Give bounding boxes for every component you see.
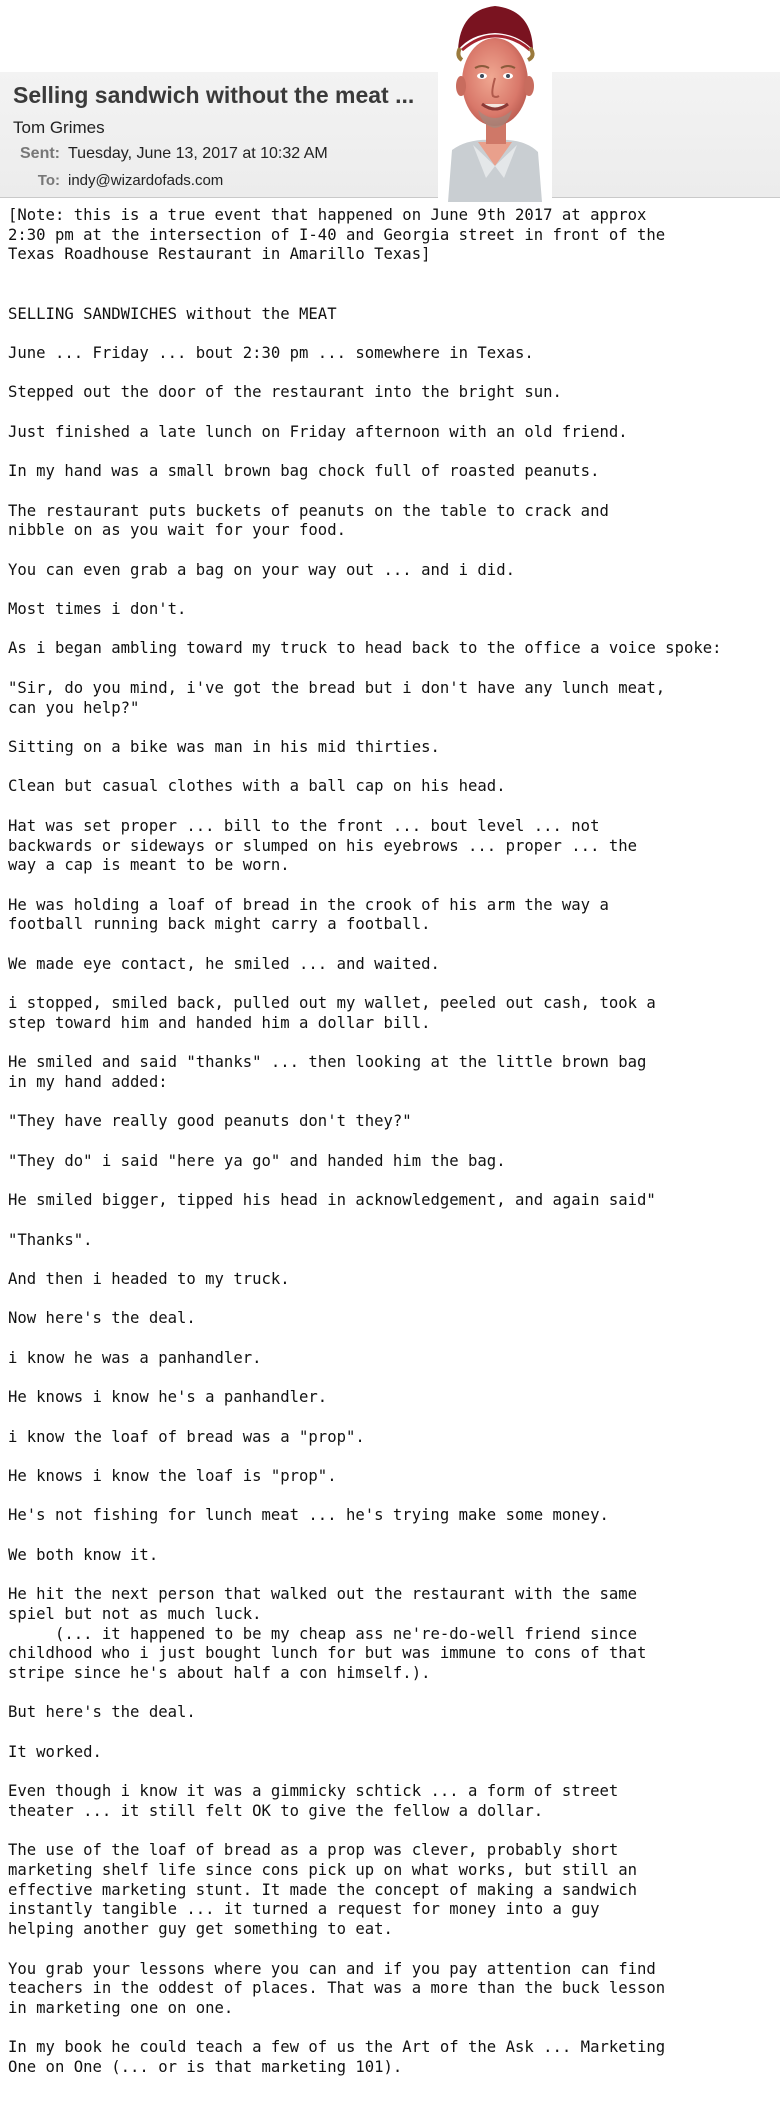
body-line: The use of the loaf of bread as a prop was clever, probably short	[8, 1841, 619, 1860]
body-line: Stepped out the door of the restaurant into the bright sun.	[8, 383, 562, 402]
blank-line	[8, 974, 768, 994]
sent-date: Tuesday, June 13, 2017 at 10:32 AM	[68, 145, 328, 162]
sent-row	[10, 145, 328, 163]
body-line: backwards or sideways or slumped on his eyebrows ... proper ... the	[8, 836, 638, 855]
body-line: step toward him and handed him a dollar bill.	[8, 1013, 431, 1032]
body-line: marketing shelf life since cons pick up on what works, but still an	[8, 1861, 638, 1880]
body-line: (... it happened to be my cheap ass ne're-do-well friend since	[8, 1624, 638, 1643]
blank-line	[8, 718, 768, 738]
blank-line	[8, 442, 768, 462]
blank-line	[8, 1132, 768, 1152]
body-line: And then i headed to my truck.	[8, 1269, 290, 1288]
body-line: He's not fishing for lunch meat ... he's trying make some money.	[8, 1506, 609, 1525]
blank-line	[8, 659, 768, 679]
blank-line	[8, 1763, 768, 1783]
body-line: As i began ambling toward my truck to head back to the office a voice spoke:	[8, 639, 722, 658]
body-line: He smiled bigger, tipped his head in acknowledgement, and again said"	[8, 1191, 656, 1210]
body-line: 2:30 pm at the intersection of I-40 and Georgia street in front of the	[8, 225, 666, 244]
blank-line	[8, 1822, 768, 1842]
blank-line	[8, 403, 768, 423]
body-line: It worked.	[8, 1742, 102, 1761]
body-line: The restaurant puts buckets of peanuts on the table to crack and	[8, 501, 609, 520]
blank-line	[8, 285, 768, 305]
blank-line	[8, 758, 768, 778]
body-line: stripe since he's about half a con himself.).	[8, 1664, 431, 1683]
body-line: Sitting on a bike was man in his mid thirties.	[8, 737, 440, 756]
body-line: We made eye contact, he smiled ... and waited.	[8, 954, 440, 973]
body-line: "They do" i said "here ya go" and handed him the bag.	[8, 1151, 506, 1170]
body-line: He was holding a loaf of bread in the crook of his arm the way a	[8, 895, 609, 914]
blank-line	[8, 797, 768, 817]
blank-line	[8, 1447, 768, 1467]
body-line: can you help?"	[8, 698, 140, 717]
recipient-address[interactable]: indy@wizardofads.com	[68, 172, 224, 189]
body-line: nibble on as you wait for your food.	[8, 521, 346, 540]
body-line: instantly tangible ... it turned a request for money into a guy	[8, 1900, 600, 1919]
blank-line	[8, 1723, 768, 1743]
blank-line	[8, 541, 768, 561]
body-line: He knows i know he's a panhandler.	[8, 1388, 328, 1407]
body-line: Most times i don't.	[8, 600, 187, 619]
blank-line	[8, 324, 768, 344]
body-line: "Sir, do you mind, i've got the bread but i don't have any lunch meat,	[8, 678, 666, 697]
body-line: He smiled and said "thanks" ... then looking at the little brown bag	[8, 1053, 647, 1072]
blank-line	[8, 482, 768, 502]
blank-line	[8, 580, 768, 600]
blank-line	[8, 1329, 768, 1349]
email-body	[8, 206, 768, 2078]
body-line: One on One (... or is that marketing 101).	[8, 2058, 403, 2077]
blank-line	[8, 1171, 768, 1191]
body-line: He knows i know the loaf is "prop".	[8, 1467, 337, 1485]
body-line: In my hand was a small brown bag chock full of roasted peanuts.	[8, 462, 600, 481]
body-line: theater ... it still felt OK to give the fellow a dollar.	[8, 1801, 544, 1820]
email-header	[0, 72, 780, 198]
blank-line	[8, 1566, 768, 1586]
blank-line	[8, 1290, 768, 1310]
sender-name[interactable]: Tom Grimes	[13, 118, 105, 137]
sender-photo-icon	[438, 0, 552, 202]
body-line: You grab your lessons where you can and if you pay attention can find	[8, 1959, 656, 1978]
body-line: i know he was a panhandler.	[8, 1348, 262, 1367]
body-line: Hat was set proper ... bill to the front ... bout level ... not	[8, 816, 600, 835]
blank-line	[8, 1526, 768, 1546]
blank-line	[8, 935, 768, 955]
body-line: helping another guy get something to eat.	[8, 1920, 393, 1939]
body-line: spiel but not as much luck.	[8, 1604, 262, 1623]
body-line: i stopped, smiled back, pulled out my wallet, peeled out cash, took a	[8, 994, 656, 1013]
to-label: To:	[37, 172, 60, 189]
body-line: in marketing one on one.	[8, 1998, 234, 2017]
body-line: teachers in the oddest of places. That was a more than the buck lesson	[8, 1979, 666, 1998]
blank-line	[8, 1684, 768, 1704]
email-subject: Selling sandwich without the meat ...	[13, 82, 415, 108]
body-line: SELLING SANDWICHES without the MEAT	[8, 304, 337, 323]
blank-line	[8, 1034, 768, 1054]
body-line: You can even grab a bag on your way out ... and i did.	[8, 560, 515, 579]
blank-line	[8, 1211, 768, 1231]
body-line: i know the loaf of bread was a "prop".	[8, 1427, 365, 1446]
blank-line	[8, 1093, 768, 1113]
blank-line	[8, 265, 768, 285]
body-line: "Thanks".	[8, 1230, 93, 1249]
body-line: in my hand added:	[8, 1072, 168, 1091]
window-top	[0, 0, 780, 72]
blank-line	[8, 1368, 768, 1388]
body-line: effective marketing stunt. It made the concept of making a sandwich	[8, 1880, 638, 1899]
body-line: But here's the deal.	[8, 1703, 196, 1722]
body-line: childhood who i just bought lunch for but was immune to cons of that	[8, 1644, 647, 1663]
body-line: "They have really good peanuts don't they?"	[8, 1112, 412, 1131]
body-line: [Note: this is a true event that happened on June 9th 2017 at approx	[8, 206, 647, 224]
blank-line	[8, 1487, 768, 1507]
body-line: football running back might carry a football.	[8, 915, 431, 934]
body-line: Now here's the deal.	[8, 1309, 196, 1328]
blank-line	[8, 364, 768, 384]
blank-line	[8, 620, 768, 640]
sent-label: Sent:	[20, 145, 60, 162]
body-line: June ... Friday ... bout 2:30 pm ... somewhere in Texas.	[8, 343, 534, 362]
body-line: Just finished a late lunch on Friday afternoon with an old friend.	[8, 422, 628, 441]
blank-line	[8, 1250, 768, 1270]
body-line: way a cap is meant to be worn.	[8, 856, 290, 875]
body-line: In my book he could teach a few of us the Art of the Ask ... Marketing	[8, 2038, 666, 2057]
body-line: Texas Roadhouse Restaurant in Amarillo Texas]	[8, 245, 431, 264]
blank-line	[8, 2019, 768, 2039]
body-line: Clean but casual clothes with a ball cap on his head.	[8, 777, 506, 796]
body-line: We both know it.	[8, 1545, 159, 1564]
blank-line	[8, 1940, 768, 1960]
blank-line	[8, 1408, 768, 1428]
body-line: Even though i know it was a gimmicky schtick ... a form of street	[8, 1782, 619, 1801]
body-line: He hit the next person that walked out the restaurant with the same	[8, 1585, 638, 1604]
blank-line	[8, 876, 768, 896]
to-row	[10, 172, 223, 189]
